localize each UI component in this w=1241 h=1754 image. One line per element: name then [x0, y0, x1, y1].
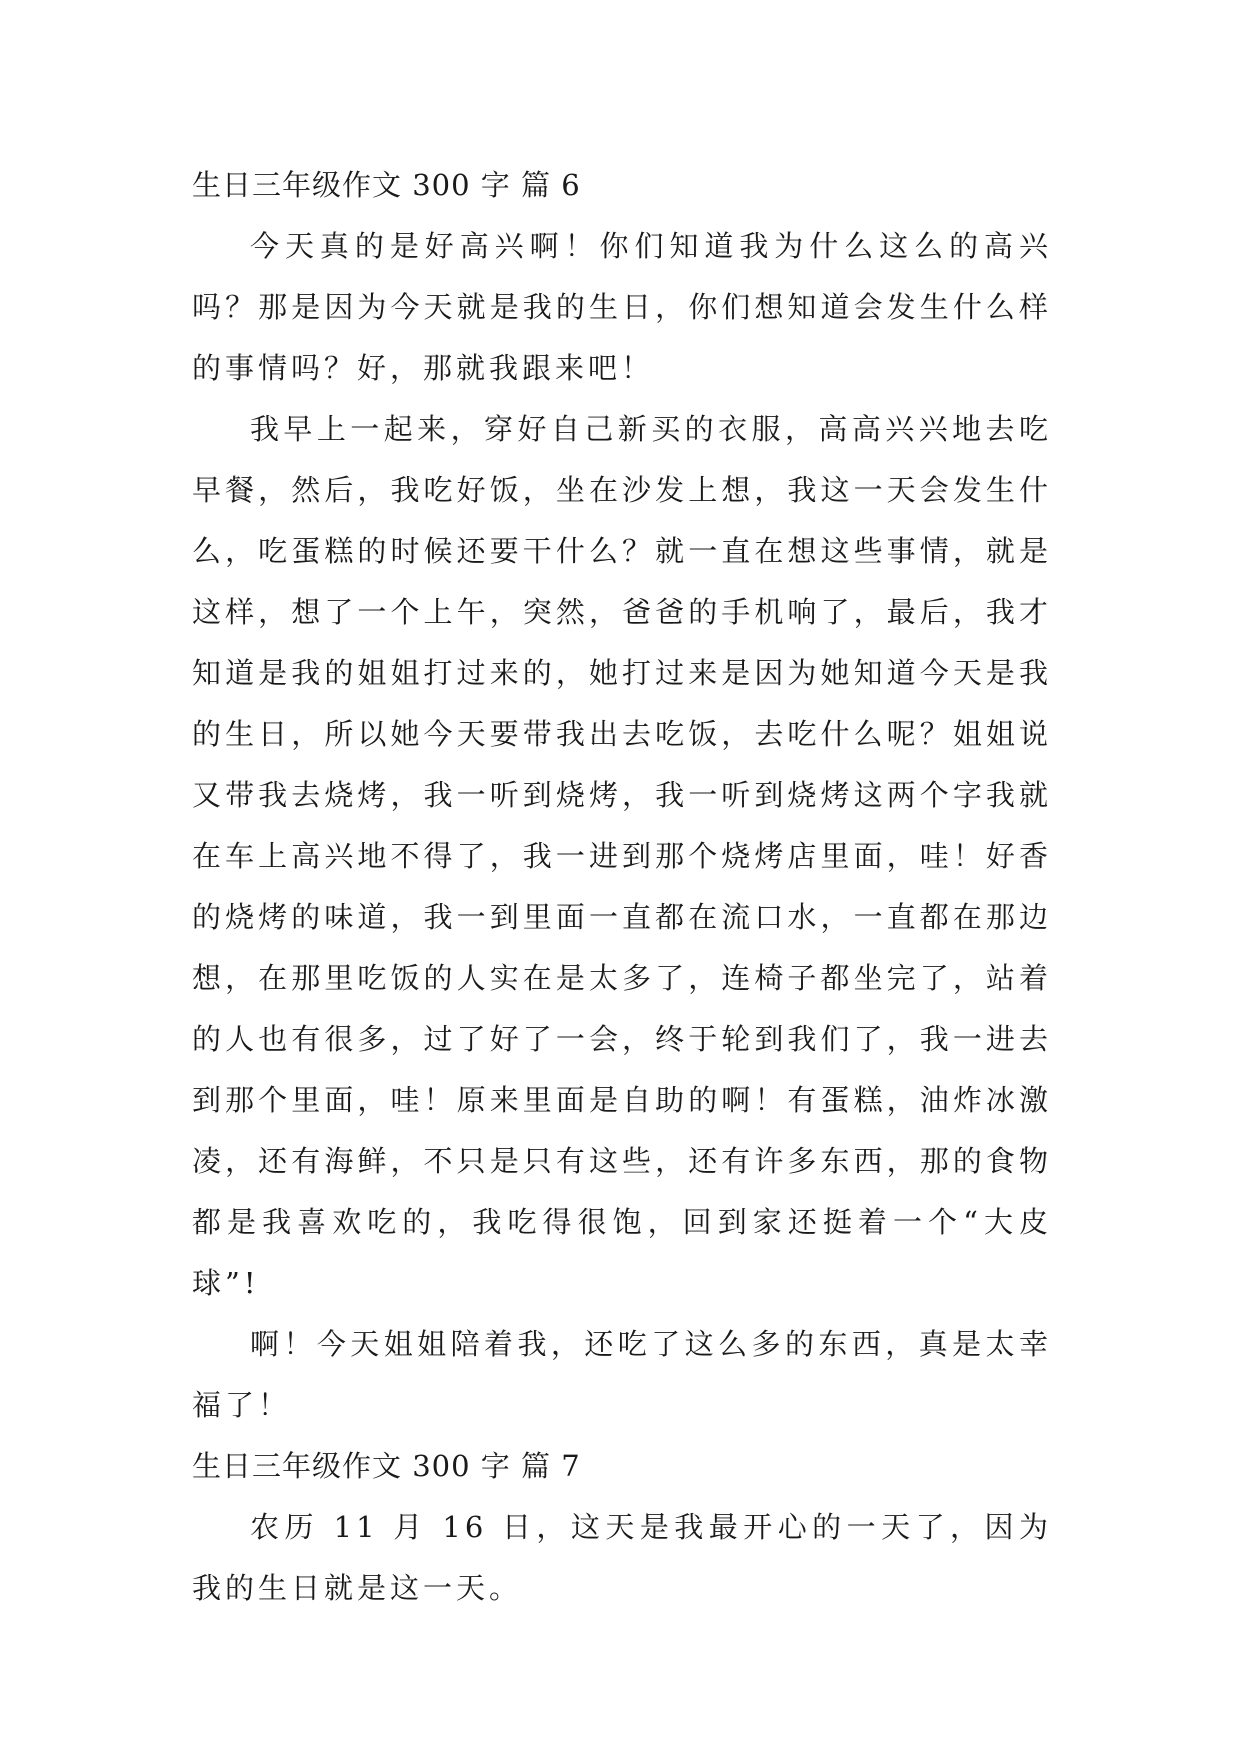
section-heading-6: 生日三年级作文 300 字 篇 6: [192, 168, 581, 202]
paragraph: 今天真的是好高兴啊！你们知道我为什么这么的高兴吗？那是因为今天就是我的生日，你们想知道会发生什么样的事情吗？好，那就我跟来吧！: [192, 229, 1052, 385]
paragraph: 农历 11 月 16 日，这天是我最开心的一天了，因为我的生日就是这一天。: [192, 1510, 1052, 1605]
paragraph: 啊！今天姐姐陪着我，还吃了这么多的东西，真是太幸福了！: [192, 1327, 1052, 1422]
paragraph: 我早上一起来，穿好自己新买的衣服，高高兴兴地去吃早餐，然后，我吃好饭，坐在沙发上想，我这一天会发生什么，吃蛋糕的时候还要干什么？就一直在想这些事情，就是这样，想了一个上午，突然，爸爸的手机响了，最后，我才知道是我的姐姐打过来的，她打过来是因为她知道今天是我的生日，所以她今天要带我出去吃饭，去吃什么呢？姐姐说又带我去烧烤，我一听到烧烤，我一听到烧烤这两个字我就在车上高兴地不得了，我一进到那个烧烤店里面，哇！好香的烧烤的味道，我一到里面一直都在流口水，一直都在那边想，在那里吃饭的人实在是太多了，连椅子都坐完了，站着的人也有很多，过了好了一会，终于轮到我们了，我一进去到那个里面，哇！原来里面是自助的啊！有蛋糕，油炸冰激凌，还有海鲜，不只是只有这些，还有许多东西，那的食物都是我喜欢吃的，我吃得很饱，回到家还挺着一个“大皮球”!: [192, 412, 1052, 1300]
document-body: [192, 155, 1052, 1619]
section-heading-7: 生日三年级作文 300 字 篇 7: [192, 1449, 581, 1483]
